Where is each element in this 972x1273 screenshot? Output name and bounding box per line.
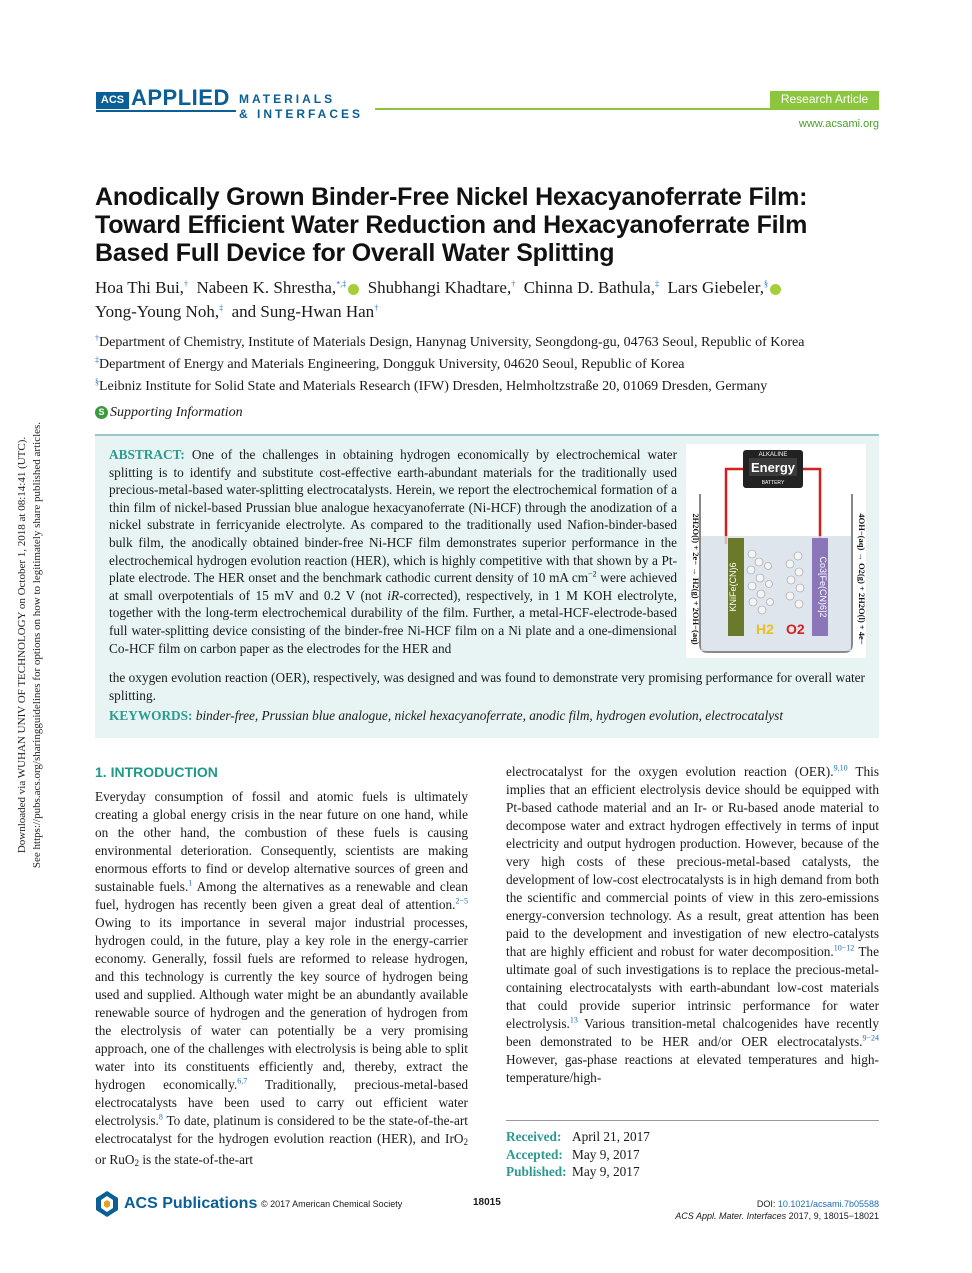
journal-logo-materials: MATERIALS: [239, 92, 336, 106]
affiliation-mark: †: [95, 333, 99, 343]
publisher-name: ACS Publications: [124, 1195, 258, 1212]
paragraph-text: To date, platinum is considered to be the state-of-the-art electrocatalyst for the hydrogen evolution reaction (HER), and IrO: [95, 1113, 468, 1146]
section-heading: 1. INTRODUCTION: [95, 764, 218, 780]
doi-prefix: DOI:: [756, 1199, 778, 1209]
battery-main-label: Energy: [750, 460, 796, 475]
orcid-icon[interactable]: [770, 284, 781, 295]
download-note-line1: Downloaded via WUHAN UNIV OF TECHNOLOGY on October 1, 2018 at 08:14:41 (UTC).: [16, 436, 28, 854]
battery-top-label: ALKALINE: [758, 452, 788, 458]
header-divider: [375, 108, 879, 110]
author-mark: §: [764, 279, 769, 289]
paragraph-text: electrocatalyst for the oxygen evolution reaction (OER).: [506, 764, 834, 779]
toc-graphic: [686, 444, 866, 658]
date-label: Accepted:: [506, 1146, 563, 1162]
subscript: 2: [134, 1158, 140, 1168]
date-row: [506, 1146, 650, 1164]
citation-journal: ACS Appl. Mater. Interfaces: [675, 1211, 787, 1221]
affiliations: [95, 332, 885, 398]
logo-underline: [96, 110, 236, 112]
date-value: April 21, 2017: [572, 1129, 650, 1144]
paragraph-text: However, gas-phase reactions at elevated temperatures and high-temperature/high-: [506, 1052, 879, 1085]
paragraph-text: is the state-of-the-art: [139, 1152, 254, 1167]
author-name[interactable]: Chinna D. Bathula,: [523, 278, 655, 297]
paragraph-text: Among the alternatives as a renewable and clean fuel, hydrogen has recently been given a great deal of attention.: [95, 879, 468, 912]
journal-logo-applied: APPLIED: [131, 85, 230, 110]
paragraph-text: Owing to its importance in several major industrial processes, hydrogen could, in the future, play a key role in the energy-carrier economy. Generally, fossil fuels are reformed to release hydrogen, and this technology is currently the key source of hydrogen being used and supplied. Although water might be an abundantly available renewable source of hydrogen and the generation of hydrogen from the electrolysis of water can potentially be a very promising approach, one of the challenges with electrolysis is being able to split water into its constituents efficiently and, thereby, extract the hydrogen economically.: [95, 915, 468, 1092]
abstract-text-continued: the oxygen evolution reaction (OER), respectively, was designed and was found to demonstrate very promising performance for overall water splitting.: [109, 670, 865, 703]
author-name[interactable]: Yong-Young Noh,: [95, 302, 220, 321]
author-mark: †: [511, 279, 516, 289]
citation-ref[interactable]: 13: [569, 1015, 578, 1025]
date-row: [506, 1163, 650, 1181]
date-value: May 9, 2017: [572, 1146, 640, 1162]
author-name[interactable]: Shubhangi Khadtare,: [367, 278, 512, 297]
battery-bottom-label: BATTERY: [761, 480, 785, 486]
citation-ref[interactable]: 2−5: [455, 896, 468, 906]
citation-ref[interactable]: 6,7: [237, 1076, 248, 1086]
abstract-body-c: -corrected), respectively, in 1 M KOH electrolyte, together with the long-term electrochemical durability of the film. Further, a metal-HCF-electrode-based full water-splitting device consisting of the binder-free Ni-HCF film on a Ni plate and a one-dimensional Co-HCF film on carbon paper as the electrodes for the HER and: [109, 587, 677, 656]
abstract-body-b: were achieved at small overpotentials of 15 mV and 0.2 V (not: [109, 570, 677, 603]
author-name[interactable]: Nabeen K. Shrestha,: [196, 278, 337, 297]
download-note-line2: See https://pubs.acs.org/sharingguidelines for options on how to legitimately share published articles.: [31, 421, 43, 869]
citation-rest: 2017, 9, 18015−18021: [786, 1211, 879, 1221]
body-column-left: [95, 788, 468, 1172]
citation-line: [640, 1210, 879, 1222]
toc-svg: [686, 444, 866, 658]
date-row: [506, 1128, 650, 1146]
doi-line: [640, 1198, 879, 1210]
author-mark: †: [374, 303, 379, 313]
paragraph-text: Traditionally, precious-metal-based electrocatalysts have been used to carry out efficient water electrolysis.: [95, 1077, 468, 1128]
publication-dates: [506, 1128, 650, 1181]
download-watermark: [15, 375, 45, 915]
right-wire: [803, 469, 820, 544]
abstract-label: ABSTRACT:: [109, 447, 185, 462]
abstract-italic: iR: [387, 587, 400, 603]
dates-divider: [506, 1120, 879, 1121]
affiliation-mark: ‡: [95, 355, 99, 365]
article-title: Anodically Grown Binder-Free Nickel Hexacyanoferrate Film: Toward Efficient Water Reduction and Hexacyanoferrate Film Based Full Device for Overall Water Splitting: [95, 183, 808, 267]
citation-ref[interactable]: 9−24: [862, 1033, 879, 1043]
doi-link[interactable]: 10.1021/acsami.7b05588: [777, 1199, 879, 1209]
author-name[interactable]: Hoa Thi Bui,: [95, 278, 184, 297]
citation-ref[interactable]: 1: [188, 878, 193, 888]
citation-ref[interactable]: 9,10: [833, 763, 848, 773]
acs-publications-icon: [95, 1190, 119, 1218]
author-mark: ‡: [654, 279, 659, 289]
supporting-info-link[interactable]: Supporting Information: [110, 405, 243, 420]
affiliation-item: [95, 354, 885, 376]
abstract-text: [109, 446, 677, 657]
citation-ref[interactable]: 8: [158, 1112, 163, 1122]
journal-logo-interfaces: & INTERFACES: [239, 107, 364, 121]
paragraph-text: Various transition-metal chalcogenides have recently been demonstrated to be HER and/or OER electrocatalysts.: [506, 1016, 879, 1049]
keywords: [109, 708, 869, 724]
h2-label: H2: [756, 621, 774, 637]
keywords-label: KEYWORDS:: [109, 708, 193, 723]
page-number: 18015: [473, 1197, 501, 1208]
abstract-superscript: −2: [588, 569, 597, 579]
o2-label: O2: [786, 621, 805, 637]
keywords-list: binder-free, Prussian blue analogue, nickel hexacyanoferrate, anodic film, hydrogen evolution, electrocatalyst: [195, 708, 784, 723]
affiliation-mark: §: [95, 377, 99, 387]
date-label: Received:: [506, 1129, 562, 1144]
journal-url-link[interactable]: www.acsami.org: [798, 118, 879, 130]
affiliation-text: Department of Chemistry, Institute of Materials Design, Hanynag University, Seongdong-gu, 04763 Seoul, Republic of Korea: [99, 335, 805, 350]
paragraph-text: The ultimate goal of such investigations is to replace the precious-metal-containing electrocatalysts with earth-abundant low-cost materials that could provide superior intrinsic performance for water electrolysis.: [506, 944, 879, 1031]
orcid-icon[interactable]: [348, 284, 359, 295]
author-mark: *,‡: [336, 279, 347, 289]
affiliation-text: Department of Energy and Materials Engineering, Dongguk University, 04620 Seoul, Republic of Korea: [99, 357, 685, 372]
left-wire: [726, 469, 743, 544]
date-label: Published:: [506, 1164, 567, 1179]
paragraph-text: or RuO: [95, 1152, 135, 1167]
author-list: [95, 276, 885, 324]
journal-logo-acs: ACS: [96, 92, 129, 109]
right-reaction: 4OH−(aq) → O2(g) + 2H2O(l) + 4e−: [857, 513, 866, 645]
author-mark: †: [183, 279, 188, 289]
affiliation-item: [95, 332, 885, 354]
right-electrode-label: Co3[Fe(CN)6]2: [818, 556, 828, 618]
paragraph-text: This implies that an efficient electrolysis device should be equipped with Pt-based cathode material and an Ir- or Ru-based anode material to decompose water and extract hydrogen effectively in terms of input electricity and output hydrogen production. However, because of the very high costs of these precious-metal-based catalysts, the development of low-cost electrocatalysts is in high demand from both the scientific and commercial points of view in this zero-emissions energy-conversion technology. As a result, great attention has been paid to the development and investigation of new electro-catalysts that are highly efficient and robust for water decomposition.: [506, 764, 879, 959]
doi-citation: [640, 1198, 879, 1222]
affiliation-item: [95, 376, 885, 398]
author-mark: ‡: [219, 303, 224, 313]
left-reaction: 2H2O(l) + 2e− → H2(g) + 2OH−(aq): [691, 513, 701, 645]
body-column-right: [506, 763, 879, 1087]
author-name[interactable]: Lars Giebeler,: [667, 278, 765, 297]
left-electrode-label: KNiFe(CN)6: [728, 562, 738, 612]
paragraph-text: Everyday consumption of fossil and atomic fuels is ultimately creating a global energy crisis in the near future on one hand, while on the other hand, the combustion of these fuels is causing environmental deterioration. Consequently, scientists are making enormous efforts to find or develop alternative sources of green and sustainable fuels.: [95, 789, 468, 894]
subscript: 2: [463, 1137, 468, 1147]
author-name[interactable]: and Sung-Hwan Han: [231, 302, 375, 321]
affiliation-text: Leibniz Institute for Solid State and Materials Research (IFW) Dresden, Helmholtzstraße 20, 01069 Dresden, Germany: [99, 379, 768, 394]
article-type-badge: Research Article: [770, 91, 879, 108]
copyright: © 2017 American Chemical Society: [261, 1199, 403, 1209]
date-value: May 9, 2017: [572, 1164, 640, 1179]
supporting-info-icon[interactable]: S: [95, 406, 108, 419]
abstract-body: One of the challenges in obtaining hydrogen economically by electrochemical water splitting is to identify and substitute cost-effective earth-abundant materials for the traditionally used precious-metal-based water-splitting electrocatalysts. Herein, we report the electrochemical formation of a thin film of nickel-based Prussian blue analogue hexacyanoferrate (Ni-HCF) through the anodization of a nickel substrate in ferricyanide electrolyte. As compared to the traditionally used Nafion-binder-based bulk film, the anodically obtained binder-free Ni-HCF film demonstrates superior performance in the electrochemical hydrogen evolution reaction (HER), which is highly competitive with that shown by a Pt-plate electrode. The HER onset and the benchmark cathodic current density of 10 mA cm: [109, 447, 677, 586]
citation-ref[interactable]: 10−12: [833, 943, 855, 953]
